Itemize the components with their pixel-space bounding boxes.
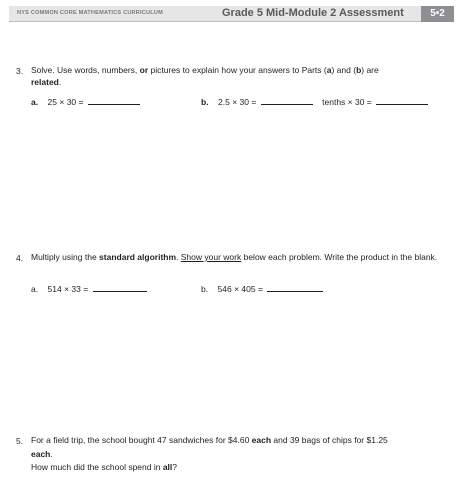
answer-blank-4a[interactable] [93,283,147,292]
question-4a-label: a. [31,284,39,294]
question-3-text: Solve. Use words, numbers, or pictures to explain how your answers to Parts (a) and (b) are related. [31,65,379,87]
question-3a [31,96,140,107]
answer-blank-3a[interactable] [88,96,140,105]
question-3b-tenths-expression: tenths × 30 = [322,97,372,107]
page-header [9,6,454,22]
question-4a [31,283,147,294]
question-3b [201,96,428,107]
question-5-prompt: How much did the school spend in all? [31,462,178,472]
question-5-text: For a field trip, the school bought 47 sandwiches for $4.60 each and 39 bags of chips for $1.25 each. How much did the school spend in all? [31,435,388,472]
question-4-number: 4. [16,253,24,263]
module-badge: 5•2 [421,6,454,22]
question-3a-label: a. [31,97,39,107]
answer-blank-4b[interactable] [267,283,323,292]
question-3b-expression: 2.5 × 30 = [218,97,257,107]
question-4-text: Multiply using the standard algorithm. Show your work below each problem. Write the product in the blank. [31,252,438,262]
question-3b-label: b. [201,97,209,107]
question-4b-expression: 546 × 405 = [217,284,263,294]
assessment-title: Grade 5 Mid-Module 2 Assessment [222,7,404,19]
question-5-number: 5. [16,436,24,446]
question-4a-expression: 514 × 33 = [47,284,89,294]
question-4b-label: b. [201,284,209,294]
question-3-number: 3. [16,66,24,76]
question-4b [201,283,323,294]
answer-blank-3b[interactable] [261,96,313,105]
curriculum-label: NYS COMMON CORE MATHEMATICS CURRICULUM [17,10,163,16]
answer-blank-3b-tenths[interactable] [376,96,428,105]
question-3a-expression: 25 × 30 = [47,97,84,107]
